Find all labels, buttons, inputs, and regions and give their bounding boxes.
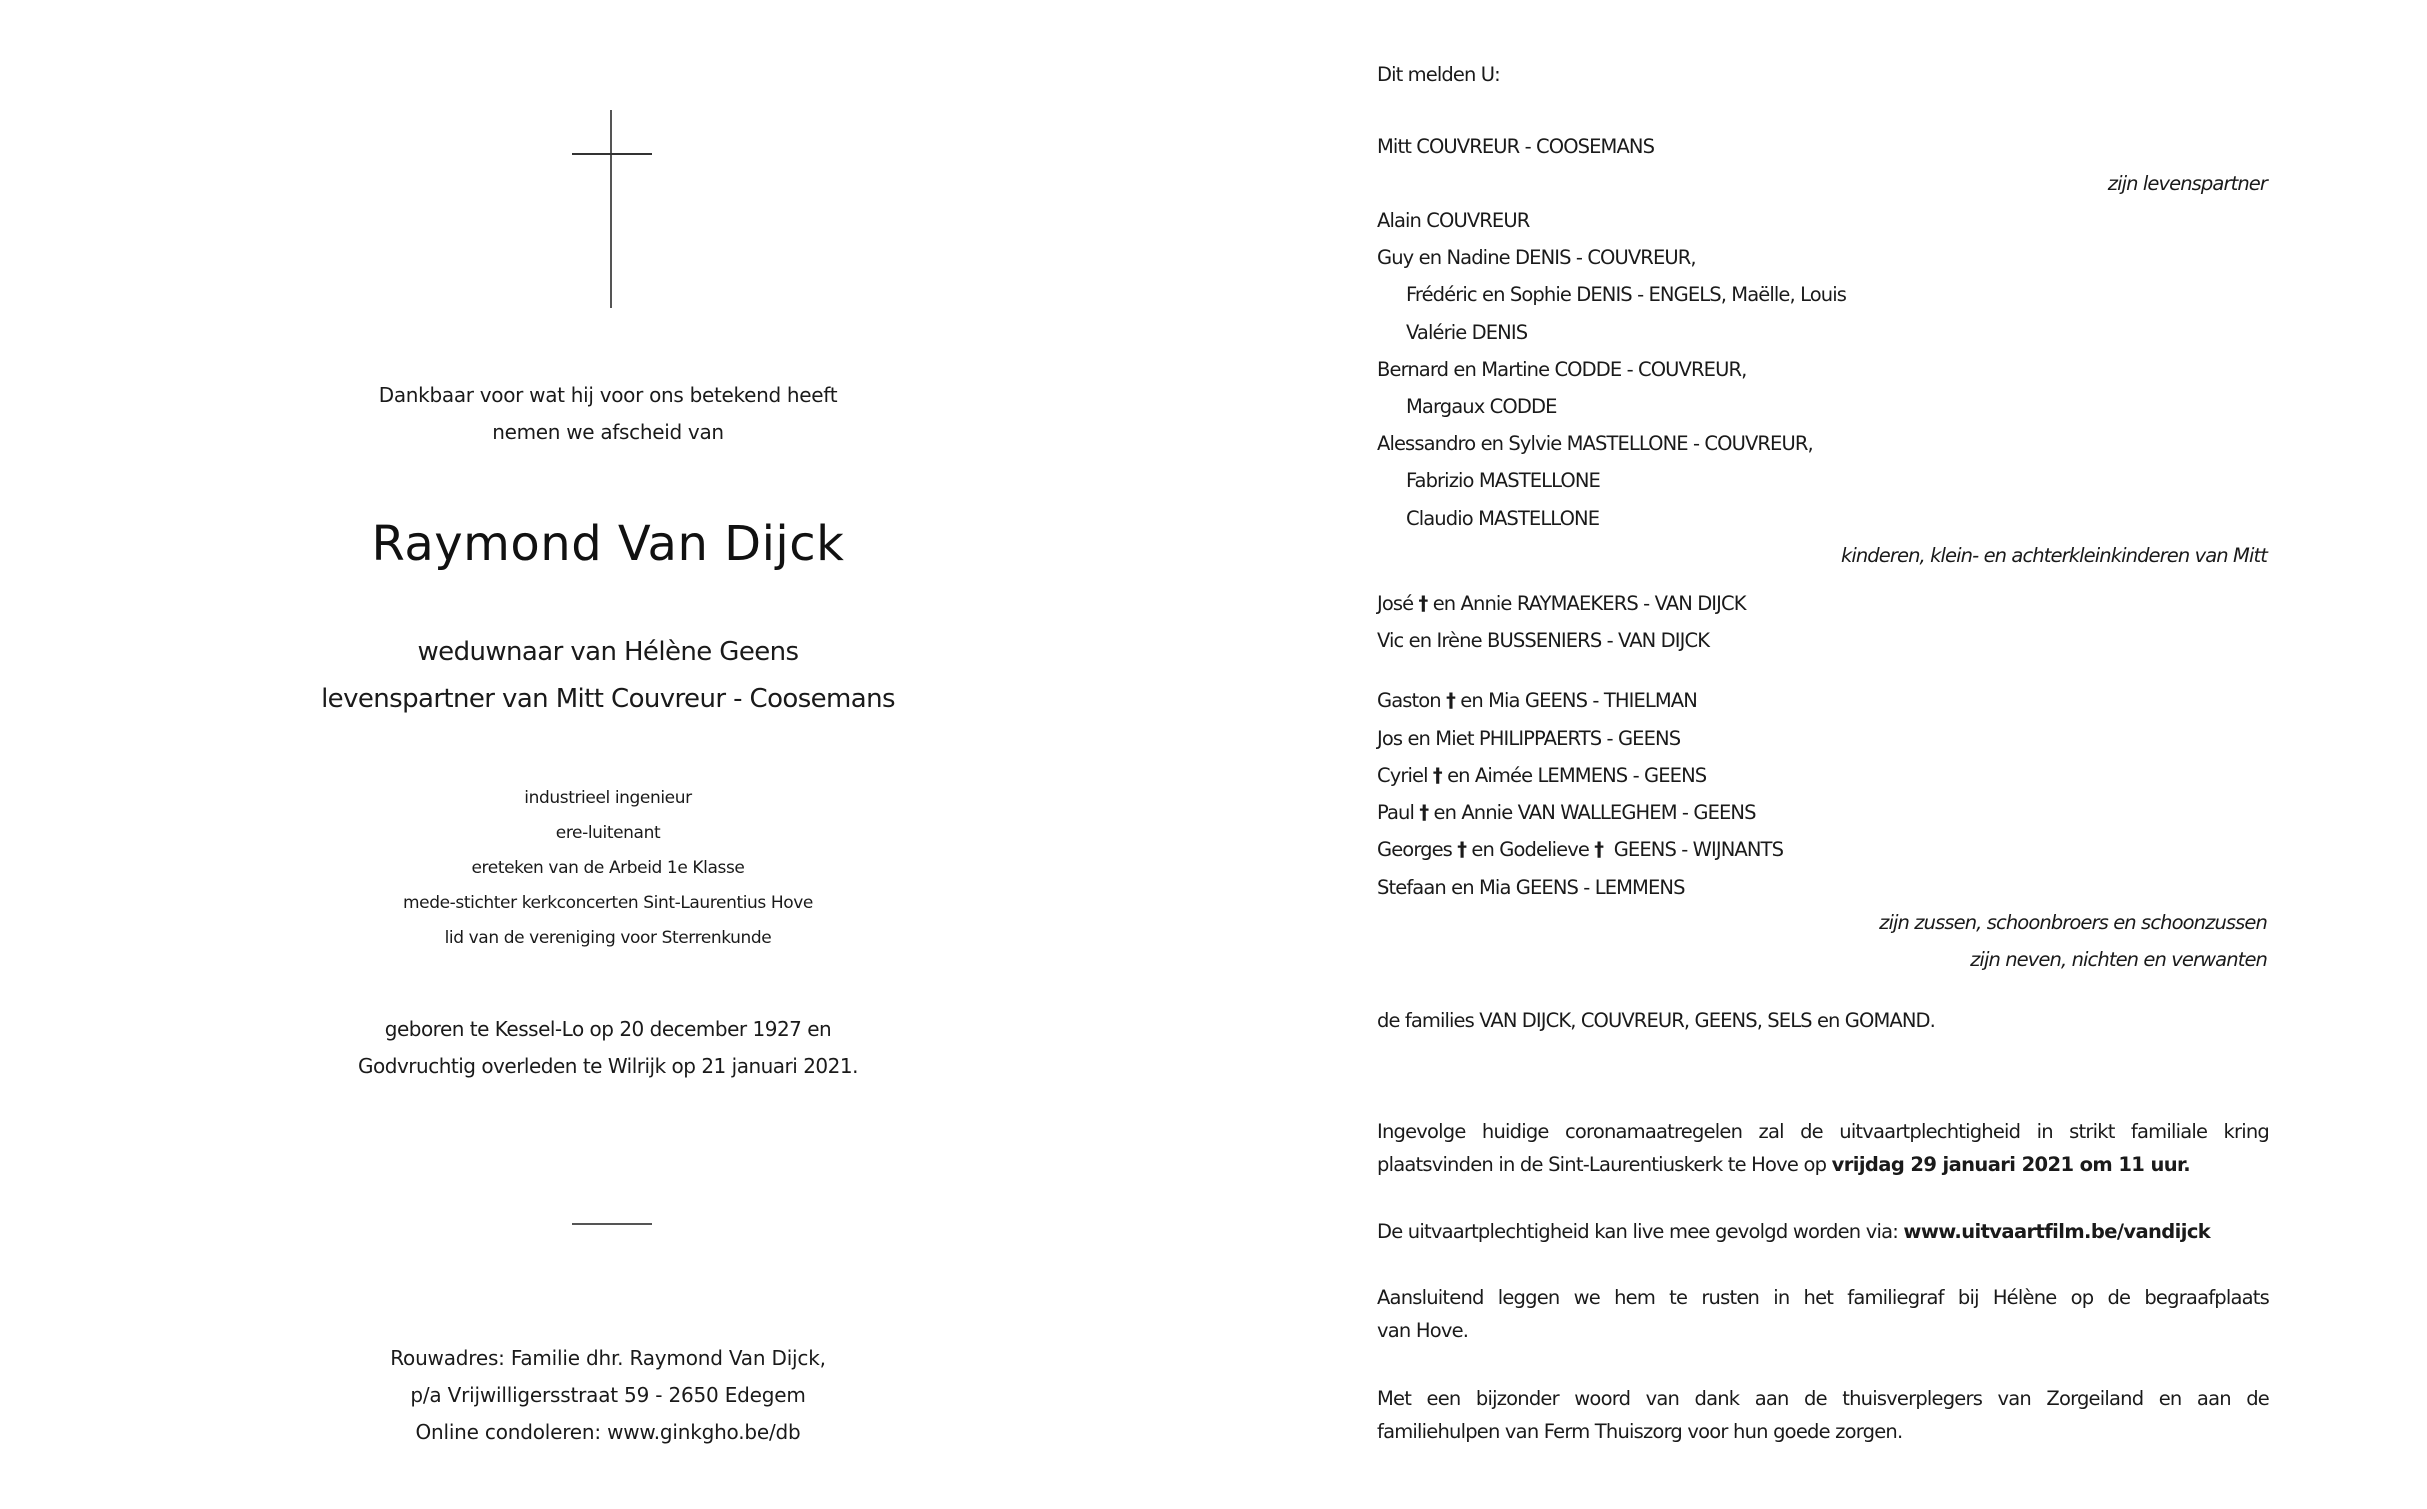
intro-line-1: Dankbaar voor wat hij voor ons betekend heeft xyxy=(378,383,838,407)
title-line: mede-stichter kerkconcerten Sint-Laurentius Hove xyxy=(403,893,813,913)
mourning-address-line-1: Rouwadres: Familie dhr. Raymond Van Dijck, xyxy=(390,1346,826,1370)
family-line xyxy=(1377,837,1783,863)
relatives-relation: zijn neven, nichten en verwanten xyxy=(1970,948,2267,971)
online-condolences-link[interactable]: Online condoleren: www.ginkgho.be/db xyxy=(415,1420,801,1444)
family-line: Fabrizio MASTELLONE xyxy=(1406,469,1600,492)
livestream-link[interactable]: www.uitvaartfilm.be/vandijck xyxy=(1903,1220,2211,1243)
family-line: Alain COUVREUR xyxy=(1377,209,1530,232)
ceremony-line-1: Ingevolge huidige coronamaatregelen zal de uitvaartplechtigheid in strikt familiale kring xyxy=(1377,1120,2269,1143)
family-line: Guy en Nadine DENIS - COUVREUR, xyxy=(1377,246,1696,269)
ceremony-date: vrijdag 29 januari 2021 om 11 uur. xyxy=(1831,1153,2191,1176)
ceremony-paragraph xyxy=(1377,1115,2269,1181)
family-line-text: Gaston xyxy=(1377,689,1447,712)
family-line-text: José xyxy=(1377,592,1419,615)
family-line-text: Cyriel xyxy=(1377,764,1433,787)
dagger-icon: † xyxy=(1419,801,1429,824)
families-line: de families VAN DIJCK, COUVREUR, GEENS, SELS en GOMAND. xyxy=(1377,1009,1935,1032)
family-line xyxy=(1377,688,1697,714)
mourning-address-line-2: p/a Vrijwilligersstraat 59 - 2650 Edegem xyxy=(410,1383,806,1407)
birth-line: geboren te Kessel-Lo op 20 december 1927 en xyxy=(384,1017,832,1041)
livestream-paragraph xyxy=(1377,1215,2269,1248)
partner-relation: zijn levenspartner xyxy=(2107,172,2267,195)
thanks-line-2: familiehulpen van Ferm Thuiszorg voor hun goede zorgen. xyxy=(1377,1420,1903,1443)
dagger-icon: † xyxy=(1457,838,1467,861)
children-relation: kinderen, klein- en achterkleinkinderen van Mitt xyxy=(1840,544,2267,567)
dagger-icon: † xyxy=(1432,764,1442,787)
family-line: Claudio MASTELLONE xyxy=(1406,507,1600,530)
family-line xyxy=(1377,763,1706,789)
thanks-line-1: Met een bijzonder woord van dank aan de thuisverplegers van Zorgeiland en aan de xyxy=(1377,1387,2269,1410)
family-line-text: en Annie VAN WALLEGHEM - GEENS xyxy=(1428,801,1756,824)
siblings-relation: zijn zussen, schoonbroers en schoonzussen xyxy=(1879,911,2267,934)
cross-icon xyxy=(572,110,652,308)
burial-line-1: Aansluitend leggen we hem te rusten in het familiegraf bij Hélène op de begraafplaats xyxy=(1377,1286,2269,1309)
family-line: Bernard en Martine CODDE - COUVREUR, xyxy=(1377,358,1747,381)
family-line-text: GEENS - WIJNANTS xyxy=(1603,838,1784,861)
title-line: lid van de vereniging voor Sterrenkunde xyxy=(444,928,772,948)
title-line: industrieel ingenieur xyxy=(524,788,692,808)
relation-partner: levenspartner van Mitt Couvreur - Coosemans xyxy=(321,684,895,714)
family-line: Jos en Miet PHILIPPAERTS - GEENS xyxy=(1377,727,1681,750)
family-line xyxy=(1377,800,1756,826)
family-line: Stefaan en Mia GEENS - LEMMENS xyxy=(1377,876,1685,899)
cross-vertical-bar xyxy=(610,110,612,308)
family-line: Valérie DENIS xyxy=(1406,321,1528,344)
family-line: Alessandro en Sylvie MASTELLONE - COUVREUR, xyxy=(1377,432,1813,455)
relation-widower: weduwnaar van Hélène Geens xyxy=(417,637,799,667)
family-line: Frédéric en Sophie DENIS - ENGELS, Maëlle, Louis xyxy=(1406,283,1846,306)
title-line: ere-luitenant xyxy=(555,823,661,843)
ceremony-line-2-text: plaatsvinden in de Sint-Laurentiuskerk te Hove op xyxy=(1377,1153,1832,1176)
livestream-line xyxy=(1377,1215,2269,1248)
ceremony-line-2 xyxy=(1377,1148,2269,1181)
deceased-name: Raymond Van Dijck xyxy=(371,516,845,572)
family-line-text: Paul xyxy=(1377,801,1420,824)
partner-name: Mitt COUVREUR - COOSEMANS xyxy=(1377,135,1655,158)
livestream-text: De uitvaartplechtigheid kan live mee gevolgd worden via: xyxy=(1377,1220,1904,1243)
intro-line-2: nemen we afscheid van xyxy=(492,420,724,444)
dagger-icon: † xyxy=(1594,838,1604,861)
cross-horizontal-bar xyxy=(572,153,652,155)
family-line-text: en Aimée LEMMENS - GEENS xyxy=(1441,764,1707,787)
thanks-paragraph xyxy=(1377,1382,2269,1448)
family-line-text: en Annie RAYMAEKERS - VAN DIJCK xyxy=(1427,592,1746,615)
announcement: Dit melden U: xyxy=(1377,63,1500,86)
family-line: Margaux CODDE xyxy=(1406,395,1557,418)
family-line: Vic en Irène BUSSENIERS - VAN DIJCK xyxy=(1377,629,1710,652)
dagger-icon: † xyxy=(1446,689,1455,712)
family-line-text: en Mia GEENS - THIELMAN xyxy=(1454,689,1697,712)
divider xyxy=(572,1223,652,1225)
dagger-icon: † xyxy=(1418,592,1428,615)
family-line-text: en Godelieve xyxy=(1466,838,1595,861)
family-line xyxy=(1377,591,1746,617)
death-line: Godvruchtig overleden te Wilrijk op 21 januari 2021. xyxy=(358,1054,858,1078)
burial-paragraph xyxy=(1377,1281,2269,1347)
title-line: ereteken van de Arbeid 1e Klasse xyxy=(471,858,745,878)
family-line-text: Georges xyxy=(1377,838,1458,861)
burial-line-2: van Hove. xyxy=(1377,1319,1469,1342)
